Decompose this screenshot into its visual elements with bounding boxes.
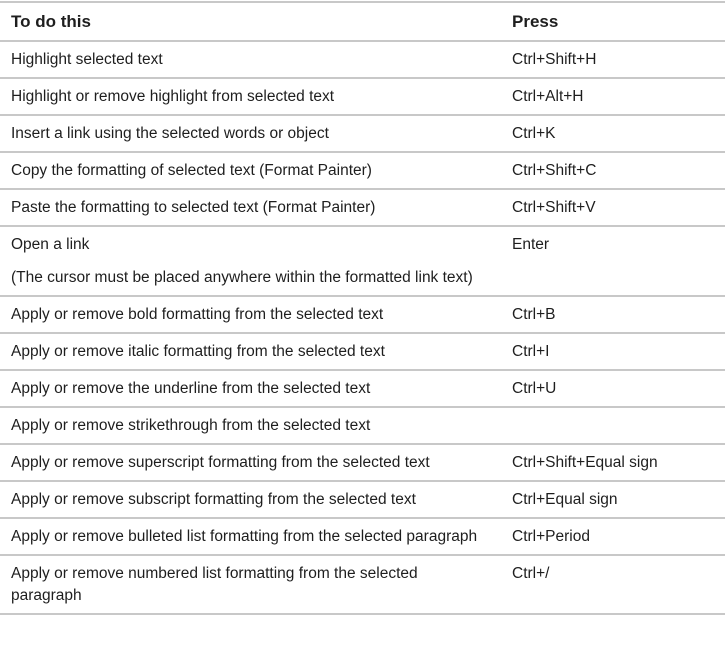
column-header-keys: Press (501, 2, 725, 41)
shortcut-keys: Ctrl+/ (501, 555, 725, 614)
action-cell (0, 189, 501, 226)
action-text: Paste the formatting to selected text (Format Painter) (11, 199, 376, 216)
shortcut-keys: Enter (501, 226, 725, 296)
action-cell (0, 115, 501, 152)
action-cell (0, 481, 501, 518)
shortcut-keys: Ctrl+U (501, 370, 725, 407)
shortcuts-table (0, 1, 725, 615)
action-text: Apply or remove numbered list formatting from the selected paragraph (11, 565, 418, 604)
shortcut-keys: Ctrl+Shift+V (501, 189, 725, 226)
action-text: Apply or remove strikethrough from the selected text (11, 417, 371, 434)
action-cell (0, 333, 501, 370)
table-row (0, 518, 725, 555)
table-row (0, 481, 725, 518)
action-text: Highlight selected text (11, 51, 163, 68)
action-cell (0, 370, 501, 407)
action-text: Apply or remove italic formatting from the selected text (11, 343, 385, 360)
shortcut-keys: Ctrl+Shift+H (501, 41, 725, 78)
shortcut-keys (501, 407, 725, 444)
shortcut-keys: Ctrl+Shift+Equal sign (501, 444, 725, 481)
action-cell (0, 41, 501, 78)
table-row (0, 407, 725, 444)
action-cell (0, 152, 501, 189)
table-row (0, 189, 725, 226)
action-text: Copy the formatting of selected text (Format Painter) (11, 162, 372, 179)
shortcut-keys: Ctrl+Shift+C (501, 152, 725, 189)
action-cell (0, 226, 501, 296)
action-cell (0, 407, 501, 444)
action-text: Apply or remove subscript formatting from the selected text (11, 491, 416, 508)
table-row (0, 370, 725, 407)
shortcut-keys: Ctrl+Alt+H (501, 78, 725, 115)
action-text: Highlight or remove highlight from selected text (11, 88, 335, 105)
action-cell (0, 555, 501, 614)
table-row (0, 152, 725, 189)
shortcut-keys: Ctrl+Period (501, 518, 725, 555)
table-row (0, 78, 725, 115)
shortcut-keys: Ctrl+K (501, 115, 725, 152)
action-text: Insert a link using the selected words or object (11, 125, 329, 142)
column-header-action: To do this (0, 2, 501, 41)
table-row (0, 41, 725, 78)
action-cell (0, 78, 501, 115)
action-cell (0, 518, 501, 555)
action-text: Apply or remove bold formatting from the selected text (11, 306, 384, 323)
action-text: Open a link (11, 236, 90, 253)
table-row (0, 296, 725, 333)
shortcut-keys: Ctrl+Equal sign (501, 481, 725, 518)
action-text: Apply or remove bulleted list formatting from the selected paragraph (11, 528, 478, 545)
action-cell (0, 296, 501, 333)
table-row (0, 333, 725, 370)
table-row (0, 444, 725, 481)
table-row (0, 555, 725, 614)
shortcut-keys: Ctrl+B (501, 296, 725, 333)
table-header-row (0, 2, 725, 41)
table-row (0, 115, 725, 152)
table-body (0, 41, 725, 614)
table-row (0, 226, 725, 296)
action-text: Apply or remove superscript formatting from the selected text (11, 454, 430, 471)
shortcut-keys: Ctrl+I (501, 333, 725, 370)
action-cell (0, 444, 501, 481)
action-note: (The cursor must be placed anywhere within the formatted link text) (11, 269, 473, 286)
action-text: Apply or remove the underline from the selected text (11, 380, 371, 397)
